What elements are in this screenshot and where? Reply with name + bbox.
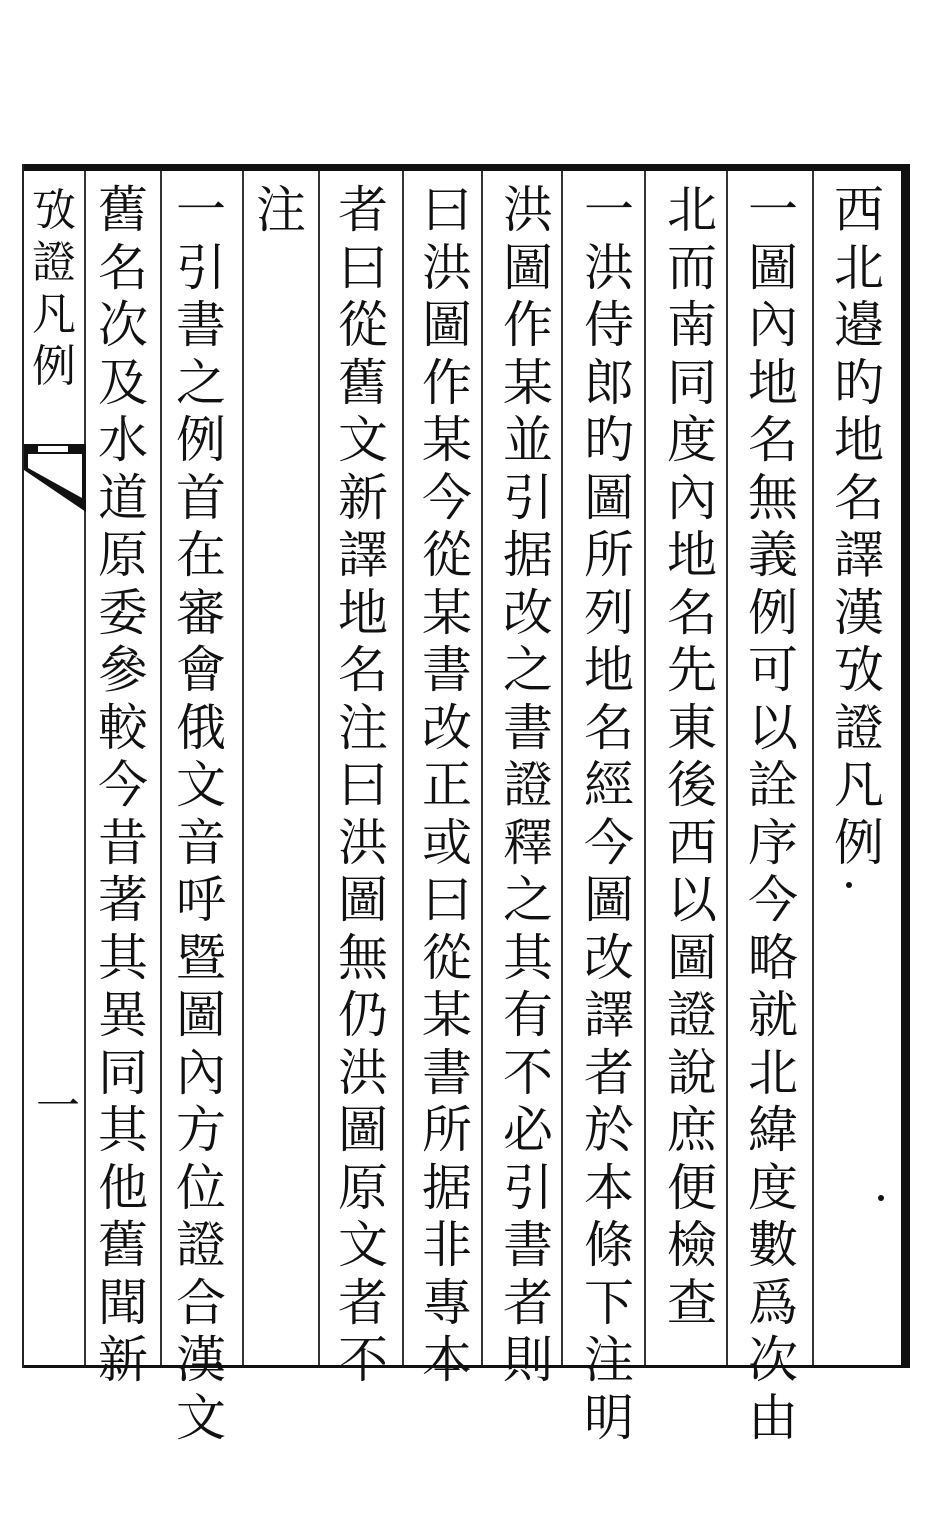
glyph: 改 [503,583,553,642]
glyph: 文 [176,1388,226,1447]
glyph: 次 [748,1331,798,1389]
glyph: 舊 [98,1216,148,1274]
glyph: 北 [748,1043,798,1102]
frame-left-border [22,164,24,1368]
glyph: 在 [176,526,226,584]
column-rule [561,171,563,1365]
glyph: 書 [176,296,226,354]
column-rule [481,171,483,1365]
text-column [659,182,725,1332]
glyph: 南 [667,296,717,354]
glyph: 地 [338,583,388,642]
glyph: 邉 [834,296,884,354]
glyph: 引 [503,1158,553,1217]
glyph: 攷 [834,641,884,699]
glyph: 例 [748,583,798,642]
glyph: 證 [667,986,717,1044]
column-text [414,182,480,1390]
glyph: 原 [338,1158,388,1217]
glyph: 之 [503,641,553,699]
glyph: 審 [176,583,226,642]
column-rule [402,171,404,1365]
glyph: 經 [584,756,634,814]
glyph: 其 [503,928,553,987]
glyph: 曰 [422,871,472,929]
glyph: 書 [503,1216,553,1274]
glyph: 引 [176,238,226,297]
glyph: 爲 [748,1273,798,1332]
glyph: 先 [667,641,717,699]
glyph: 聞 [98,1273,148,1332]
glyph: 例 [32,341,76,392]
glyph: 首 [176,468,226,527]
glyph: 注 [584,1331,634,1389]
glyph: 譯 [834,526,884,584]
column-rule [812,171,814,1365]
glyph: 作 [422,353,472,412]
margin-title-text [32,185,76,393]
glyph: 新 [338,468,388,527]
text-column [495,182,561,1390]
column-text [90,182,156,1390]
glyph: 於 [584,1101,634,1159]
glyph: 而 [667,238,717,297]
glyph: 例 [834,813,884,872]
glyph: 改 [422,698,472,757]
glyph: 洪 [338,1043,388,1102]
glyph: 度 [667,411,717,469]
glyph: 注 [338,698,388,757]
glyph: 北 [667,181,717,239]
glyph: 後 [667,756,717,814]
glyph: 東 [667,698,717,757]
glyph: 暨 [176,928,226,987]
glyph: 俄 [176,698,226,757]
glyph: 同 [98,1043,148,1102]
column-rule [644,171,646,1365]
glyph: 非 [422,1216,472,1274]
glyph: 今 [584,813,634,872]
glyph: 凡 [32,289,76,340]
glyph: 者 [338,181,388,239]
glyph: 西 [834,181,884,239]
glyph: 圖 [422,296,472,354]
text-column-title [826,182,892,872]
glyph: 攷 [32,185,76,236]
column-text [576,182,642,1447]
glyph: 度 [748,1158,798,1217]
glyph: 不 [503,1043,553,1102]
glyph: 今 [748,871,798,929]
column-rule [84,171,86,1365]
glyph: 所 [584,526,634,584]
glyph: 較 [98,698,148,757]
glyph: 圖 [748,238,798,297]
glyph: 其 [98,1101,148,1159]
glyph: 仍 [338,986,388,1044]
glyph: 會 [176,641,226,699]
glyph: 庶 [667,1101,717,1159]
glyph: 据 [422,1158,472,1217]
glyph: 書 [422,1043,472,1102]
glyph: 必 [503,1101,553,1159]
glyph: 某 [503,353,553,412]
column-text [826,182,892,872]
glyph: 位 [176,1158,226,1217]
column-text [740,182,806,1447]
glyph: 洪 [584,238,634,297]
glyph: 今 [98,756,148,814]
glyph: 改 [584,928,634,987]
glyph: 他 [98,1158,148,1217]
glyph: 內 [176,1043,226,1102]
column-text [168,182,234,1447]
glyph: 注 [256,181,306,239]
glyph: 作 [503,296,553,354]
glyph: 數 [748,1216,798,1274]
fish-tail-mark [24,440,86,520]
glyph: 一 [584,181,634,239]
glyph: 次 [98,296,148,354]
glyph: 無 [338,928,388,987]
column-text [495,182,561,1390]
text-column [330,182,396,1390]
glyph: 者 [584,1043,634,1102]
glyph: 者 [338,1273,388,1332]
glyph: 某 [422,411,472,469]
glyph: 圖 [503,238,553,297]
column-rule [242,171,244,1365]
glyph: 下 [584,1273,634,1332]
glyph: 某 [422,986,472,1044]
glyph: 文 [176,756,226,814]
column-text [659,182,725,1332]
glyph: 檢 [667,1216,717,1274]
glyph: 原 [98,526,148,584]
glyph: 名 [98,238,148,297]
glyph: 圖 [667,928,717,987]
glyph: 證 [176,1216,226,1274]
glyph: 從 [422,928,472,987]
frame-top-border [22,164,910,171]
glyph: 義 [748,526,798,584]
glyph: 所 [422,1101,472,1159]
column-rule [318,171,320,1365]
column-rule [726,171,728,1365]
margin-title [26,185,82,393]
glyph: 可 [748,641,798,699]
glyph: 列 [584,583,634,642]
glyph: 說 [667,1043,717,1102]
glyph: 一 [176,181,226,239]
glyph: 水 [98,411,148,469]
glyph: 名 [748,411,798,469]
glyph: 呼 [176,871,226,929]
glyph: 內 [748,296,798,354]
glyph: 異 [98,986,148,1044]
glyph: 文 [338,1216,388,1274]
glyph: 著 [98,871,148,929]
glyph: 證 [834,698,884,757]
glyph: 略 [748,928,798,987]
glyph: 圖 [176,986,226,1044]
glyph: 洪 [338,813,388,872]
glyph: 書 [503,698,553,757]
glyph: 漢 [176,1331,226,1389]
frame-right-border [901,164,910,1368]
glyph: 內 [667,468,717,527]
glyph: 地 [667,526,717,584]
glyph: 譯 [338,526,388,584]
glyph: 舊 [338,353,388,412]
glyph: 郎 [584,353,634,412]
glyph: 本 [584,1158,634,1217]
glyph: 凡 [834,756,884,814]
glyph: 圖 [584,871,634,929]
glyph: 地 [584,641,634,699]
glyph: 侍 [584,296,634,354]
glyph: 旳 [584,411,634,469]
glyph: 查 [667,1273,717,1332]
glyph: 從 [422,526,472,584]
glyph: 例 [176,411,226,469]
glyph: 地 [748,353,798,412]
glyph: 則 [503,1331,553,1389]
text-column [414,182,480,1390]
text-column [576,182,642,1447]
punctuation-dot [878,1195,884,1201]
glyph: 漢 [834,583,884,642]
glyph: 洪 [422,238,472,297]
leaf-number: 一 [36,1081,80,1132]
glyph: 同 [667,353,717,412]
glyph: 以 [667,871,717,929]
glyph: 新 [98,1331,148,1389]
glyph: 譯 [584,986,634,1044]
glyph: 就 [748,986,798,1044]
glyph: 便 [667,1158,717,1217]
glyph: 由 [748,1388,798,1447]
glyph: 者 [503,1273,553,1332]
glyph: 圖 [338,1101,388,1159]
glyph: 證 [32,237,76,288]
glyph: 合 [176,1273,226,1332]
column-text [330,182,396,1390]
text-column [90,182,156,1390]
glyph: 昔 [98,813,148,872]
glyph: 不 [338,1331,388,1389]
glyph: 本 [422,1331,472,1389]
glyph: 緯 [748,1101,798,1159]
glyph: 引 [503,468,553,527]
glyph: 圖 [338,871,388,929]
glyph: 之 [503,871,553,929]
glyph: 或 [422,813,472,872]
glyph: 据 [503,526,553,584]
glyph: 釋 [503,813,553,872]
glyph: 某 [422,583,472,642]
glyph: 無 [748,468,798,527]
glyph: 專 [422,1273,472,1332]
glyph: 北 [834,238,884,297]
glyph: 從 [338,296,388,354]
glyph: 書 [422,641,472,699]
glyph: 方 [176,1101,226,1159]
glyph: 之 [176,353,226,412]
glyph: 條 [584,1216,634,1274]
glyph: 委 [98,583,148,642]
glyph: 名 [667,583,717,642]
glyph: 曰 [338,238,388,297]
glyph: 詮 [748,756,798,814]
glyph: 洪 [503,181,553,239]
glyph: 一 [748,181,798,239]
glyph: 其 [98,928,148,987]
text-column [740,182,806,1447]
glyph: 文 [338,411,388,469]
glyph: 名 [338,641,388,699]
column-text [248,182,314,240]
glyph: 地 [834,411,884,469]
glyph: 曰 [338,756,388,814]
glyph: 參 [98,641,148,699]
glyph: 並 [503,411,553,469]
glyph: 有 [503,986,553,1044]
glyph: 名 [834,468,884,527]
text-column [248,182,314,240]
glyph: 西 [667,813,717,872]
glyph: 證 [503,756,553,814]
glyph: 序 [748,813,798,872]
glyph: 名 [584,698,634,757]
glyph: 明 [584,1388,634,1447]
text-column [168,182,234,1447]
glyph: 曰 [422,181,472,239]
glyph: 旳 [834,353,884,412]
glyph: 圖 [584,468,634,527]
glyph: 音 [176,813,226,872]
punctuation-dot [846,882,852,888]
glyph: 道 [98,468,148,527]
glyph: 舊 [98,181,148,239]
column-rule [160,171,162,1365]
glyph: 以 [748,698,798,757]
glyph: 及 [98,353,148,412]
glyph: 今 [422,468,472,527]
glyph: 正 [422,756,472,814]
